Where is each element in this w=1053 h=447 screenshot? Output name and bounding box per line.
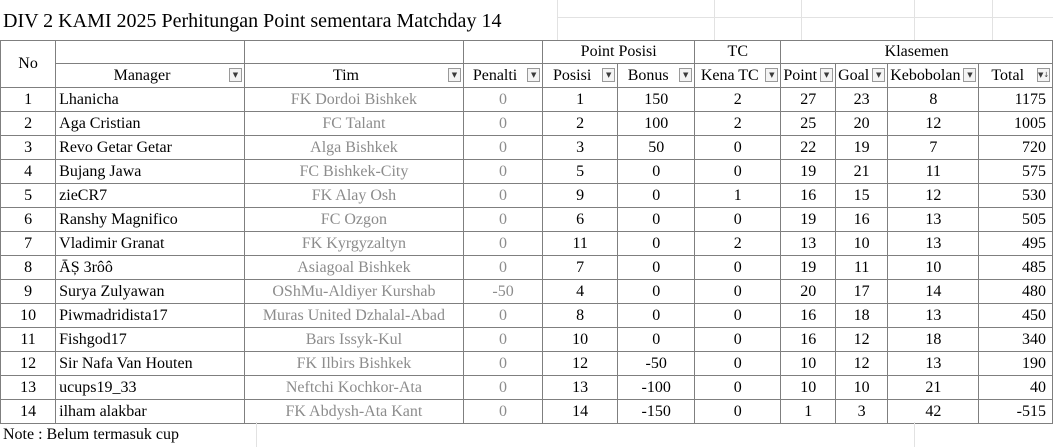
cell-point[interactable]: 25 bbox=[781, 112, 836, 136]
gridline bbox=[992, 0, 993, 40]
table-row bbox=[1, 352, 1053, 376]
cell-kebobolan[interactable]: 12 bbox=[888, 112, 979, 136]
cell-kebobolan[interactable]: 13 bbox=[888, 352, 979, 376]
cell-no[interactable]: 12 bbox=[1, 352, 56, 376]
dropdown-arrow-icon[interactable]: ▼ bbox=[679, 68, 692, 82]
header-penalti[interactable] bbox=[463, 64, 542, 88]
cell-kena-tc[interactable]: 0 bbox=[695, 328, 781, 352]
cell-penalti[interactable]: 0 bbox=[463, 328, 542, 352]
cell-total[interactable]: 1175 bbox=[979, 88, 1053, 112]
gridline bbox=[256, 422, 257, 447]
header-total-label: Total bbox=[991, 66, 1025, 84]
cell-kebobolan[interactable]: 10 bbox=[888, 256, 979, 280]
table-row bbox=[1, 136, 1053, 160]
header-point[interactable] bbox=[781, 64, 836, 88]
cell-point[interactable]: 16 bbox=[781, 328, 836, 352]
gridline bbox=[801, 0, 802, 40]
cell-total[interactable]: 505 bbox=[979, 208, 1053, 232]
cell-kebobolan[interactable]: 42 bbox=[888, 400, 979, 424]
table-row bbox=[1, 184, 1053, 208]
cell-kena-tc[interactable]: 0 bbox=[695, 376, 781, 400]
cell-bonus[interactable]: -50 bbox=[618, 352, 695, 376]
cell-posisi[interactable]: 2 bbox=[543, 112, 618, 136]
gridline bbox=[914, 0, 915, 40]
cell-penalti[interactable]: 0 bbox=[463, 184, 542, 208]
cell-posisi[interactable]: 14 bbox=[543, 400, 618, 424]
cell-no[interactable]: 4 bbox=[1, 160, 56, 184]
cell-bonus[interactable]: 0 bbox=[618, 280, 695, 304]
cell-kena-tc[interactable]: 1 bbox=[695, 184, 781, 208]
cell-point[interactable]: 27 bbox=[781, 88, 836, 112]
header-point-label: Point bbox=[783, 66, 818, 84]
cell-goal[interactable]: 21 bbox=[836, 160, 888, 184]
table-row bbox=[1, 208, 1053, 232]
cell-kena-tc[interactable]: 0 bbox=[695, 400, 781, 424]
header-kebobolan-label: Kebobolan bbox=[890, 66, 961, 84]
cell-posisi[interactable]: 9 bbox=[543, 184, 618, 208]
cell-manager[interactable]: ucups19_33 bbox=[56, 376, 245, 400]
cell-point[interactable]: 16 bbox=[781, 184, 836, 208]
cell-tim[interactable]: FK Dordoi Bishkek bbox=[244, 88, 463, 112]
cell-posisi[interactable]: 1 bbox=[543, 88, 618, 112]
cell-goal[interactable]: 10 bbox=[836, 232, 888, 256]
header-bonus[interactable] bbox=[618, 64, 695, 88]
cell-penalti[interactable]: 0 bbox=[463, 376, 542, 400]
cell-total[interactable]: 340 bbox=[979, 328, 1053, 352]
header-blank bbox=[56, 41, 245, 64]
cell-no[interactable]: 6 bbox=[1, 208, 56, 232]
cell-kena-tc[interactable]: 0 bbox=[695, 256, 781, 280]
cell-total[interactable]: 720 bbox=[979, 136, 1053, 160]
cell-manager[interactable]: ilham alakbar bbox=[56, 400, 245, 424]
cell-point[interactable]: 20 bbox=[781, 280, 836, 304]
cell-bonus[interactable]: 0 bbox=[618, 208, 695, 232]
gridline bbox=[914, 422, 915, 447]
cell-posisi[interactable]: 6 bbox=[543, 208, 618, 232]
header-penalti-label: Penalti bbox=[472, 66, 518, 84]
cell-penalti[interactable]: 0 bbox=[463, 352, 542, 376]
dropdown-arrow-icon[interactable]: ▼ bbox=[872, 68, 885, 82]
header-tim-label: Tim bbox=[332, 66, 359, 84]
cell-manager[interactable]: Aga Cristian bbox=[56, 112, 245, 136]
header-group-point-posisi: Point Posisi bbox=[543, 41, 695, 64]
cell-bonus[interactable]: -100 bbox=[618, 376, 695, 400]
cell-manager[interactable]: Sir Nafa Van Houten bbox=[56, 352, 245, 376]
header-posisi[interactable] bbox=[543, 64, 618, 88]
table-row bbox=[1, 400, 1053, 424]
cell-goal[interactable]: 12 bbox=[836, 328, 888, 352]
cell-goal[interactable]: 23 bbox=[836, 88, 888, 112]
cell-tim[interactable]: Neftchi Kochkor-Ata bbox=[244, 376, 463, 400]
dropdown-arrow-icon[interactable]: ▼ bbox=[229, 68, 242, 82]
cell-kena-tc[interactable]: 0 bbox=[695, 280, 781, 304]
gridline bbox=[714, 0, 715, 40]
footnote: Note : Belum termasuk cup bbox=[3, 426, 179, 443]
cell-posisi[interactable]: 3 bbox=[543, 136, 618, 160]
cell-posisi[interactable]: 13 bbox=[543, 376, 618, 400]
cell-point[interactable]: 19 bbox=[781, 208, 836, 232]
header-kebobolan[interactable] bbox=[888, 64, 979, 88]
cell-goal[interactable]: 20 bbox=[836, 112, 888, 136]
cell-tim[interactable]: FK Alay Osh bbox=[244, 184, 463, 208]
header-blank bbox=[463, 41, 542, 64]
cell-total[interactable]: 530 bbox=[979, 184, 1053, 208]
cell-posisi[interactable]: 5 bbox=[543, 160, 618, 184]
cell-total[interactable]: 575 bbox=[979, 160, 1053, 184]
cell-total[interactable]: 450 bbox=[979, 304, 1053, 328]
cell-bonus[interactable]: 0 bbox=[618, 328, 695, 352]
cell-penalti[interactable]: 0 bbox=[463, 160, 542, 184]
sheet-title: DIV 2 KAMI 2025 Perhitungan Point sementara Matchday 14 bbox=[3, 10, 502, 32]
cell-kebobolan[interactable]: 13 bbox=[888, 232, 979, 256]
cell-kebobolan[interactable]: 14 bbox=[888, 280, 979, 304]
cell-point[interactable]: 10 bbox=[781, 376, 836, 400]
cell-posisi[interactable]: 12 bbox=[543, 352, 618, 376]
cell-tim[interactable]: FK Kyrgyzaltyn bbox=[244, 232, 463, 256]
cell-point[interactable]: 19 bbox=[781, 256, 836, 280]
cell-kebobolan[interactable]: 7 bbox=[888, 136, 979, 160]
cell-manager[interactable]: ĀȘ 3rôô bbox=[56, 256, 245, 280]
cell-total[interactable]: -515 bbox=[979, 400, 1053, 424]
cell-kena-tc[interactable]: 0 bbox=[695, 304, 781, 328]
cell-tim[interactable]: Alga Bishkek bbox=[244, 136, 463, 160]
cell-tim[interactable]: OShMu-Aldiyer Kurshab bbox=[244, 280, 463, 304]
cell-no[interactable]: 3 bbox=[1, 136, 56, 160]
cell-kena-tc[interactable]: 0 bbox=[695, 208, 781, 232]
cell-tim[interactable]: FC Bishkek-City bbox=[244, 160, 463, 184]
table-row bbox=[1, 376, 1053, 400]
header-posisi-label: Posisi bbox=[553, 66, 592, 84]
cell-goal[interactable]: 10 bbox=[836, 376, 888, 400]
dropdown-arrow-icon[interactable]: ▼ bbox=[527, 68, 540, 82]
cell-kena-tc[interactable]: 2 bbox=[695, 88, 781, 112]
cell-posisi[interactable]: 7 bbox=[543, 256, 618, 280]
cell-point[interactable]: 22 bbox=[781, 136, 836, 160]
cell-penalti[interactable]: -50 bbox=[463, 280, 542, 304]
cell-penalti[interactable]: 0 bbox=[463, 112, 542, 136]
cell-manager[interactable]: Surya Zulyawan bbox=[56, 280, 245, 304]
cell-penalti[interactable]: 0 bbox=[463, 256, 542, 280]
cell-kebobolan[interactable]: 12 bbox=[888, 184, 979, 208]
cell-manager[interactable]: Revo Getar Getar bbox=[56, 136, 245, 160]
cell-kena-tc[interactable]: 0 bbox=[695, 160, 781, 184]
cell-tim[interactable]: FK Ilbirs Bishkek bbox=[244, 352, 463, 376]
cell-total[interactable]: 1005 bbox=[979, 112, 1053, 136]
header-group-tc: TC bbox=[695, 41, 781, 64]
cell-point[interactable]: 19 bbox=[781, 160, 836, 184]
header-manager-label: Manager bbox=[113, 66, 171, 84]
cell-manager[interactable]: Vladimir Granat bbox=[56, 232, 245, 256]
cell-manager[interactable]: Piwmadridista17 bbox=[56, 304, 245, 328]
table-row bbox=[1, 328, 1053, 352]
cell-total[interactable]: 190 bbox=[979, 352, 1053, 376]
cell-kena-tc[interactable]: 2 bbox=[695, 112, 781, 136]
header-no[interactable]: No bbox=[1, 41, 56, 88]
gridline bbox=[557, 17, 1053, 18]
table-row bbox=[1, 256, 1053, 280]
cell-point[interactable]: 16 bbox=[781, 304, 836, 328]
header-bonus-label: Bonus bbox=[627, 66, 669, 84]
cell-goal[interactable]: 18 bbox=[836, 304, 888, 328]
cell-kebobolan[interactable]: 18 bbox=[888, 328, 979, 352]
table-row bbox=[1, 160, 1053, 184]
cell-tim[interactable]: Asiagoal Bishkek bbox=[244, 256, 463, 280]
cell-no[interactable]: 2 bbox=[1, 112, 56, 136]
header-goal-label: Goal bbox=[838, 66, 870, 84]
table-row bbox=[1, 112, 1053, 136]
cell-goal[interactable]: 15 bbox=[836, 184, 888, 208]
header-tim[interactable] bbox=[244, 64, 463, 88]
table-row bbox=[1, 280, 1053, 304]
cell-goal[interactable]: 16 bbox=[836, 208, 888, 232]
cell-tim[interactable]: FC Talant bbox=[244, 112, 463, 136]
cell-bonus[interactable]: 0 bbox=[618, 232, 695, 256]
cell-goal[interactable]: 11 bbox=[836, 256, 888, 280]
cell-point[interactable]: 1 bbox=[781, 400, 836, 424]
cell-tim[interactable]: Bars Issyk-Kul bbox=[244, 328, 463, 352]
dropdown-arrow-icon[interactable]: ▼ bbox=[602, 68, 615, 82]
table-row bbox=[1, 232, 1053, 256]
cell-bonus[interactable]: 150 bbox=[618, 88, 695, 112]
cell-tim[interactable]: FC Ozgon bbox=[244, 208, 463, 232]
cell-kena-tc[interactable]: 0 bbox=[695, 136, 781, 160]
cell-kebobolan[interactable]: 21 bbox=[888, 376, 979, 400]
cell-penalti[interactable]: 0 bbox=[463, 208, 542, 232]
cell-kebobolan[interactable]: 8 bbox=[888, 88, 979, 112]
cell-total[interactable]: 485 bbox=[979, 256, 1053, 280]
standings-table bbox=[0, 40, 1053, 424]
header-blank bbox=[244, 41, 463, 64]
cell-manager[interactable]: Ranshy Magnifico bbox=[56, 208, 245, 232]
cell-kebobolan[interactable]: 11 bbox=[888, 160, 979, 184]
header-group-klasemen: Klasemen bbox=[781, 41, 1053, 64]
cell-manager[interactable]: Fishgod17 bbox=[56, 328, 245, 352]
cell-total[interactable]: 40 bbox=[979, 376, 1053, 400]
dropdown-arrow-icon[interactable]: ▼ bbox=[448, 68, 461, 82]
cell-goal[interactable]: 3 bbox=[836, 400, 888, 424]
cell-bonus[interactable]: 0 bbox=[618, 256, 695, 280]
cell-bonus[interactable]: 50 bbox=[618, 136, 695, 160]
cell-penalti[interactable]: 0 bbox=[463, 88, 542, 112]
cell-kebobolan[interactable]: 13 bbox=[888, 208, 979, 232]
cell-kebobolan[interactable]: 13 bbox=[888, 304, 979, 328]
cell-no[interactable]: 10 bbox=[1, 304, 56, 328]
cell-posisi[interactable]: 4 bbox=[543, 280, 618, 304]
cell-goal[interactable]: 12 bbox=[836, 352, 888, 376]
cell-total[interactable]: 495 bbox=[979, 232, 1053, 256]
cell-no[interactable]: 5 bbox=[1, 184, 56, 208]
cell-bonus[interactable]: 0 bbox=[618, 184, 695, 208]
cell-no[interactable]: 9 bbox=[1, 280, 56, 304]
cell-manager[interactable]: Lhanicha bbox=[56, 88, 245, 112]
cell-kena-tc[interactable]: 0 bbox=[695, 352, 781, 376]
cell-posisi[interactable]: 11 bbox=[543, 232, 618, 256]
cell-bonus[interactable]: 100 bbox=[618, 112, 695, 136]
header-kena-tc[interactable] bbox=[695, 64, 781, 88]
cell-bonus[interactable]: 0 bbox=[618, 160, 695, 184]
cell-tim[interactable]: Muras United Dzhalal-Abad bbox=[244, 304, 463, 328]
cell-manager[interactable]: zieCR7 bbox=[56, 184, 245, 208]
header-manager[interactable] bbox=[56, 64, 245, 88]
header-kena-tc-label: Kena TC bbox=[700, 66, 759, 84]
table-row bbox=[1, 88, 1053, 112]
cell-goal[interactable]: 19 bbox=[836, 136, 888, 160]
cell-goal[interactable]: 17 bbox=[836, 280, 888, 304]
cell-no[interactable]: 7 bbox=[1, 232, 56, 256]
header-total[interactable] bbox=[979, 64, 1053, 88]
header-goal[interactable] bbox=[836, 64, 888, 88]
cell-point[interactable]: 13 bbox=[781, 232, 836, 256]
cell-posisi[interactable]: 8 bbox=[543, 304, 618, 328]
cell-total[interactable]: 480 bbox=[979, 280, 1053, 304]
cell-penalti[interactable]: 0 bbox=[463, 136, 542, 160]
cell-manager[interactable]: Bujang Jawa bbox=[56, 160, 245, 184]
cell-tim[interactable]: FK Abdysh-Ata Kant bbox=[244, 400, 463, 424]
dropdown-arrow-icon[interactable]: ▼ bbox=[820, 68, 833, 82]
cell-bonus[interactable]: -150 bbox=[618, 400, 695, 424]
gridline bbox=[557, 0, 558, 40]
cell-no[interactable]: 13 bbox=[1, 376, 56, 400]
cell-point[interactable]: 10 bbox=[781, 352, 836, 376]
dropdown-arrow-icon[interactable]: ▼ bbox=[765, 68, 778, 82]
table-row bbox=[1, 304, 1053, 328]
cell-no[interactable]: 11 bbox=[1, 328, 56, 352]
dropdown-arrow-icon[interactable]: ▼ bbox=[963, 68, 976, 82]
cell-no[interactable]: 1 bbox=[1, 88, 56, 112]
cell-penalti[interactable]: 0 bbox=[463, 232, 542, 256]
cell-penalti[interactable]: 0 bbox=[463, 400, 542, 424]
cell-penalti[interactable]: 0 bbox=[463, 304, 542, 328]
sort-descending-icon[interactable]: ▼↓ bbox=[1037, 68, 1050, 82]
cell-no[interactable]: 8 bbox=[1, 256, 56, 280]
cell-no[interactable]: 14 bbox=[1, 400, 56, 424]
cell-posisi[interactable]: 10 bbox=[543, 328, 618, 352]
cell-bonus[interactable]: 0 bbox=[618, 304, 695, 328]
cell-kena-tc[interactable]: 2 bbox=[695, 232, 781, 256]
